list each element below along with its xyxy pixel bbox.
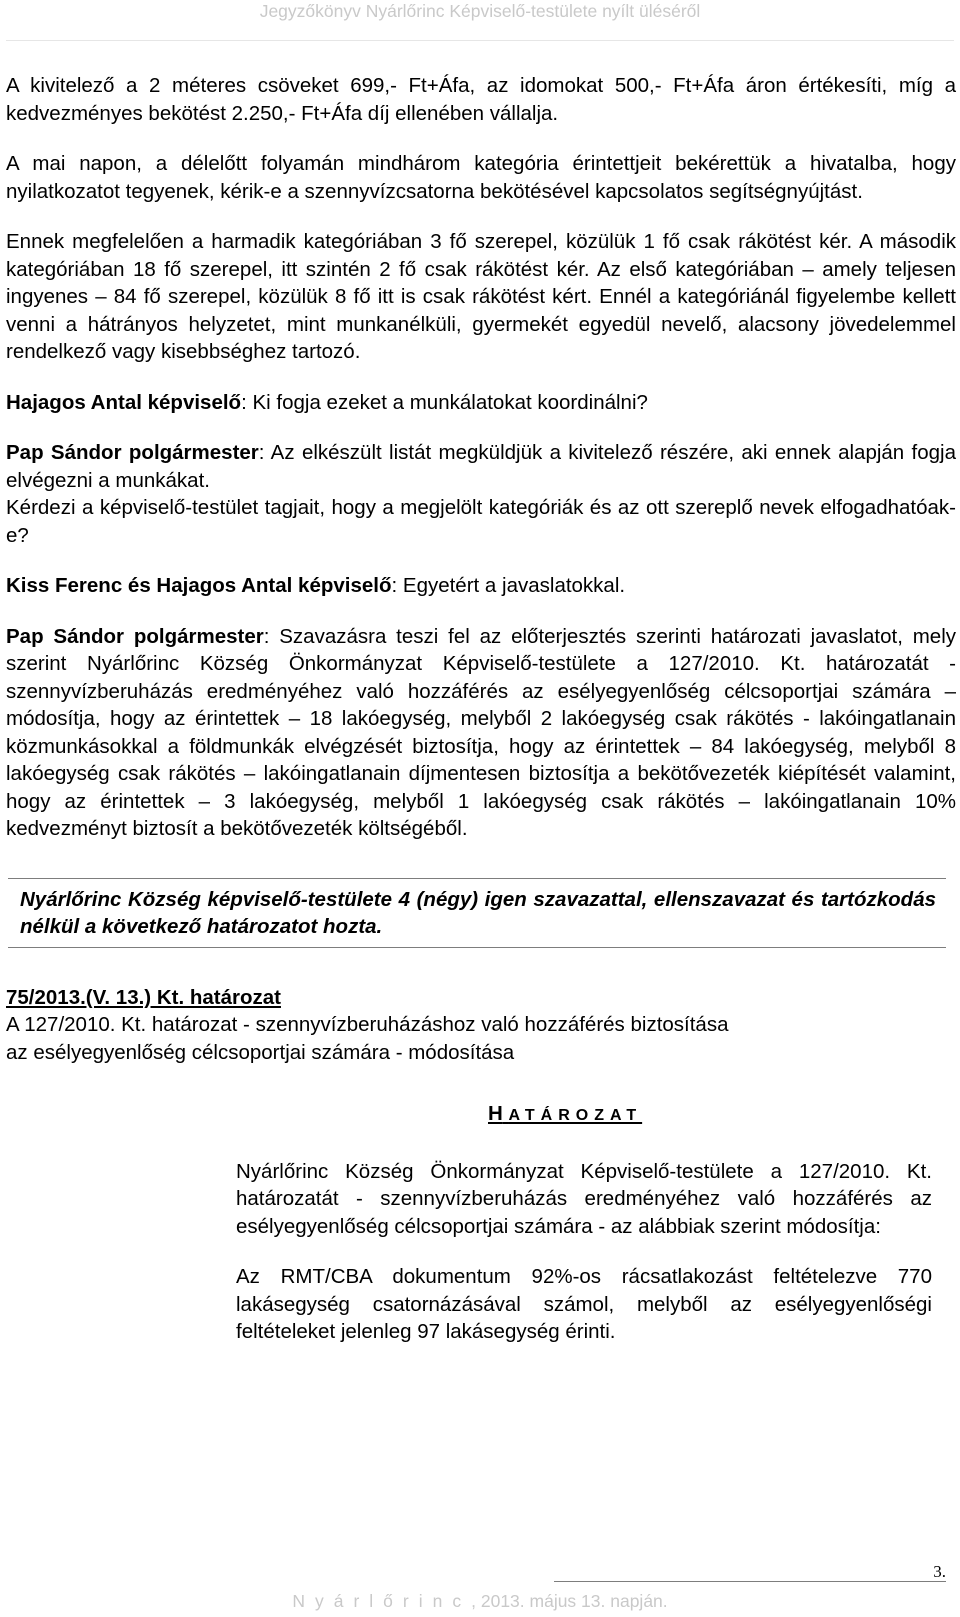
resolution-body-intro: Nyárlőrinc Község Önkormányzat Képviselő-testülete a 127/2010. Kt. határozatát - szennyvízberuházás eredményéhez való hozzáférés az esélyegyenlőség célcsoportjai számára - az alábbiak szerint módosítja: [236, 1159, 932, 1238]
paragraph-agreement [6, 572, 956, 600]
header-divider [6, 40, 954, 41]
paragraph-categories: Ennek megfelelően a harmadik kategóriában 3 fő szerepel, közülük 1 fő csak rákötést kér. A második kategóriában 18 fő szerepel, itt szintén 2 fő csak rákötést kér. Az első kategóriában – amely teljesen ingyenes – 84 fő szerepel, közülük 8 fő itt is csak rákötést kért. Ennél a kategóriánál figyelembe kellett venni a hátrányos helyzetet, mint munkanélküli, gyermekét egyedül nevelő, alacsony jövedelemmel rendelkező vagy kisebbséghez tartozó. [6, 230, 956, 363]
speaker-name: Pap Sándor polgármester [6, 441, 259, 464]
page-header [0, 0, 960, 36]
paragraph-vote-proposal [6, 623, 956, 843]
header-title: Jegyzőkönyv Nyárlőrinc Képviselő-testülete nyílt üléséről [259, 1, 701, 21]
paragraph-invitation: A mai napon, a délelőtt folyamán mindhárom kategória érintettjeit bekérettük a hivatalba, hogy nyilatkozatot tegyenek, kérik-e a szennyvízcsatorna bekötésével kapcsolatos segítségnyújtást. [6, 152, 956, 203]
speech-text: : Ki fogja ezeket a munkálatokat koordinálni? [241, 390, 648, 414]
footer-place: Nyárlőrinc [292, 1591, 472, 1611]
resolution-subject: A 127/2010. Kt. határozat - szennyvízberuházáshoz való hozzáférés biztosítása az esélyegyenlőség célcsoportjai számára - módosítása [6, 1013, 729, 1064]
paragraph-mayor-answer [6, 439, 956, 494]
vote-result-box: Nyárlőrinc Község képviselő-testülete 4 (négy) igen szavazattal, ellenszavazat és tartózkodás nélkül a következő határozatot hozta. [8, 878, 946, 948]
footer-divider [554, 1581, 946, 1582]
paragraph-question [6, 389, 956, 417]
speaker-name: Pap Sándor polgármester [6, 624, 264, 648]
speech-text: : Az elkészült listát megküldjük a kivitelező részére, aki ennek alapján fogja elvégezni a munkákat. [6, 441, 957, 492]
resolution-heading-rest: ATÁROZAT [508, 1107, 643, 1124]
resolution-number: 75/2013.(V. 13.) Kt. határozat [6, 985, 281, 1009]
speech-text: : Egyetért a javaslatokkal. [391, 574, 626, 597]
speaker-name: Kiss Ferenc és Hajagos Antal képviselő [6, 574, 392, 597]
speaker-name: Hajagos Antal képviselő [6, 390, 242, 414]
speech-text: : Szavazásra teszi fel az előterjesztés szerinti határozati javaslatot, mely szerint Nyárlőrinc Község Önkormányzat Képviselő-testülete a 127/2010. Kt. határozatát - szennyvízberuházás eredményéhez való hozzáférés az esélyegyenlőség célcsoportjai számára – módosítja, hogy az érintettek – 18 lakóegység, melyből 2 lakóegység csak rákötés - lakóingatlanain közmunkásokkal a földmunkák elvégzését biztosítja, hogy az érintettek – 84 lakóegység, melyből 8 lakóegység csak rákötés – lakóingatlanain díjmentesen biztosítja a bekötővezeték kiépítését valamint, hogy az érintettek – 3 lakóegység, melyből 1 lakóegység csak rákötés – lakóingatlanain 10% kedvezményt biztosít a bekötővezeték költségéből. [6, 624, 956, 840]
footer-date: , 2013. május 13. napján. [471, 1591, 668, 1611]
resolution-heading [488, 1100, 956, 1130]
page-number: 3. [933, 1562, 946, 1581]
page-footer [0, 1591, 960, 1612]
resolution-heading-initial: H [488, 1102, 503, 1125]
document-body [6, 72, 956, 1346]
paragraph-contractor-prices: A kivitelező a 2 méteres csöveket 699,- Ft+Áfa, az idomokat 500,- Ft+Áfa áron értékesíti, míg a kedvezményes bekötést 2.250,- Ft+Áfa díj ellenében vállalja. [6, 74, 956, 125]
paragraph-mayor-question: Kérdezi a képviselő-testület tagjait, hogy a megjelölt kategóriák és az ott szereplő nevek elfogadhatóak-e? [6, 496, 956, 547]
resolution-body-detail: Az RMT/CBA dokumentum 92%-os rácsatlakozást feltételezve 770 lakásegység csatornázásával számol, melyből az esélyegyenlőségi feltételeket jelenleg 97 lakásegység érinti. [236, 1265, 932, 1343]
